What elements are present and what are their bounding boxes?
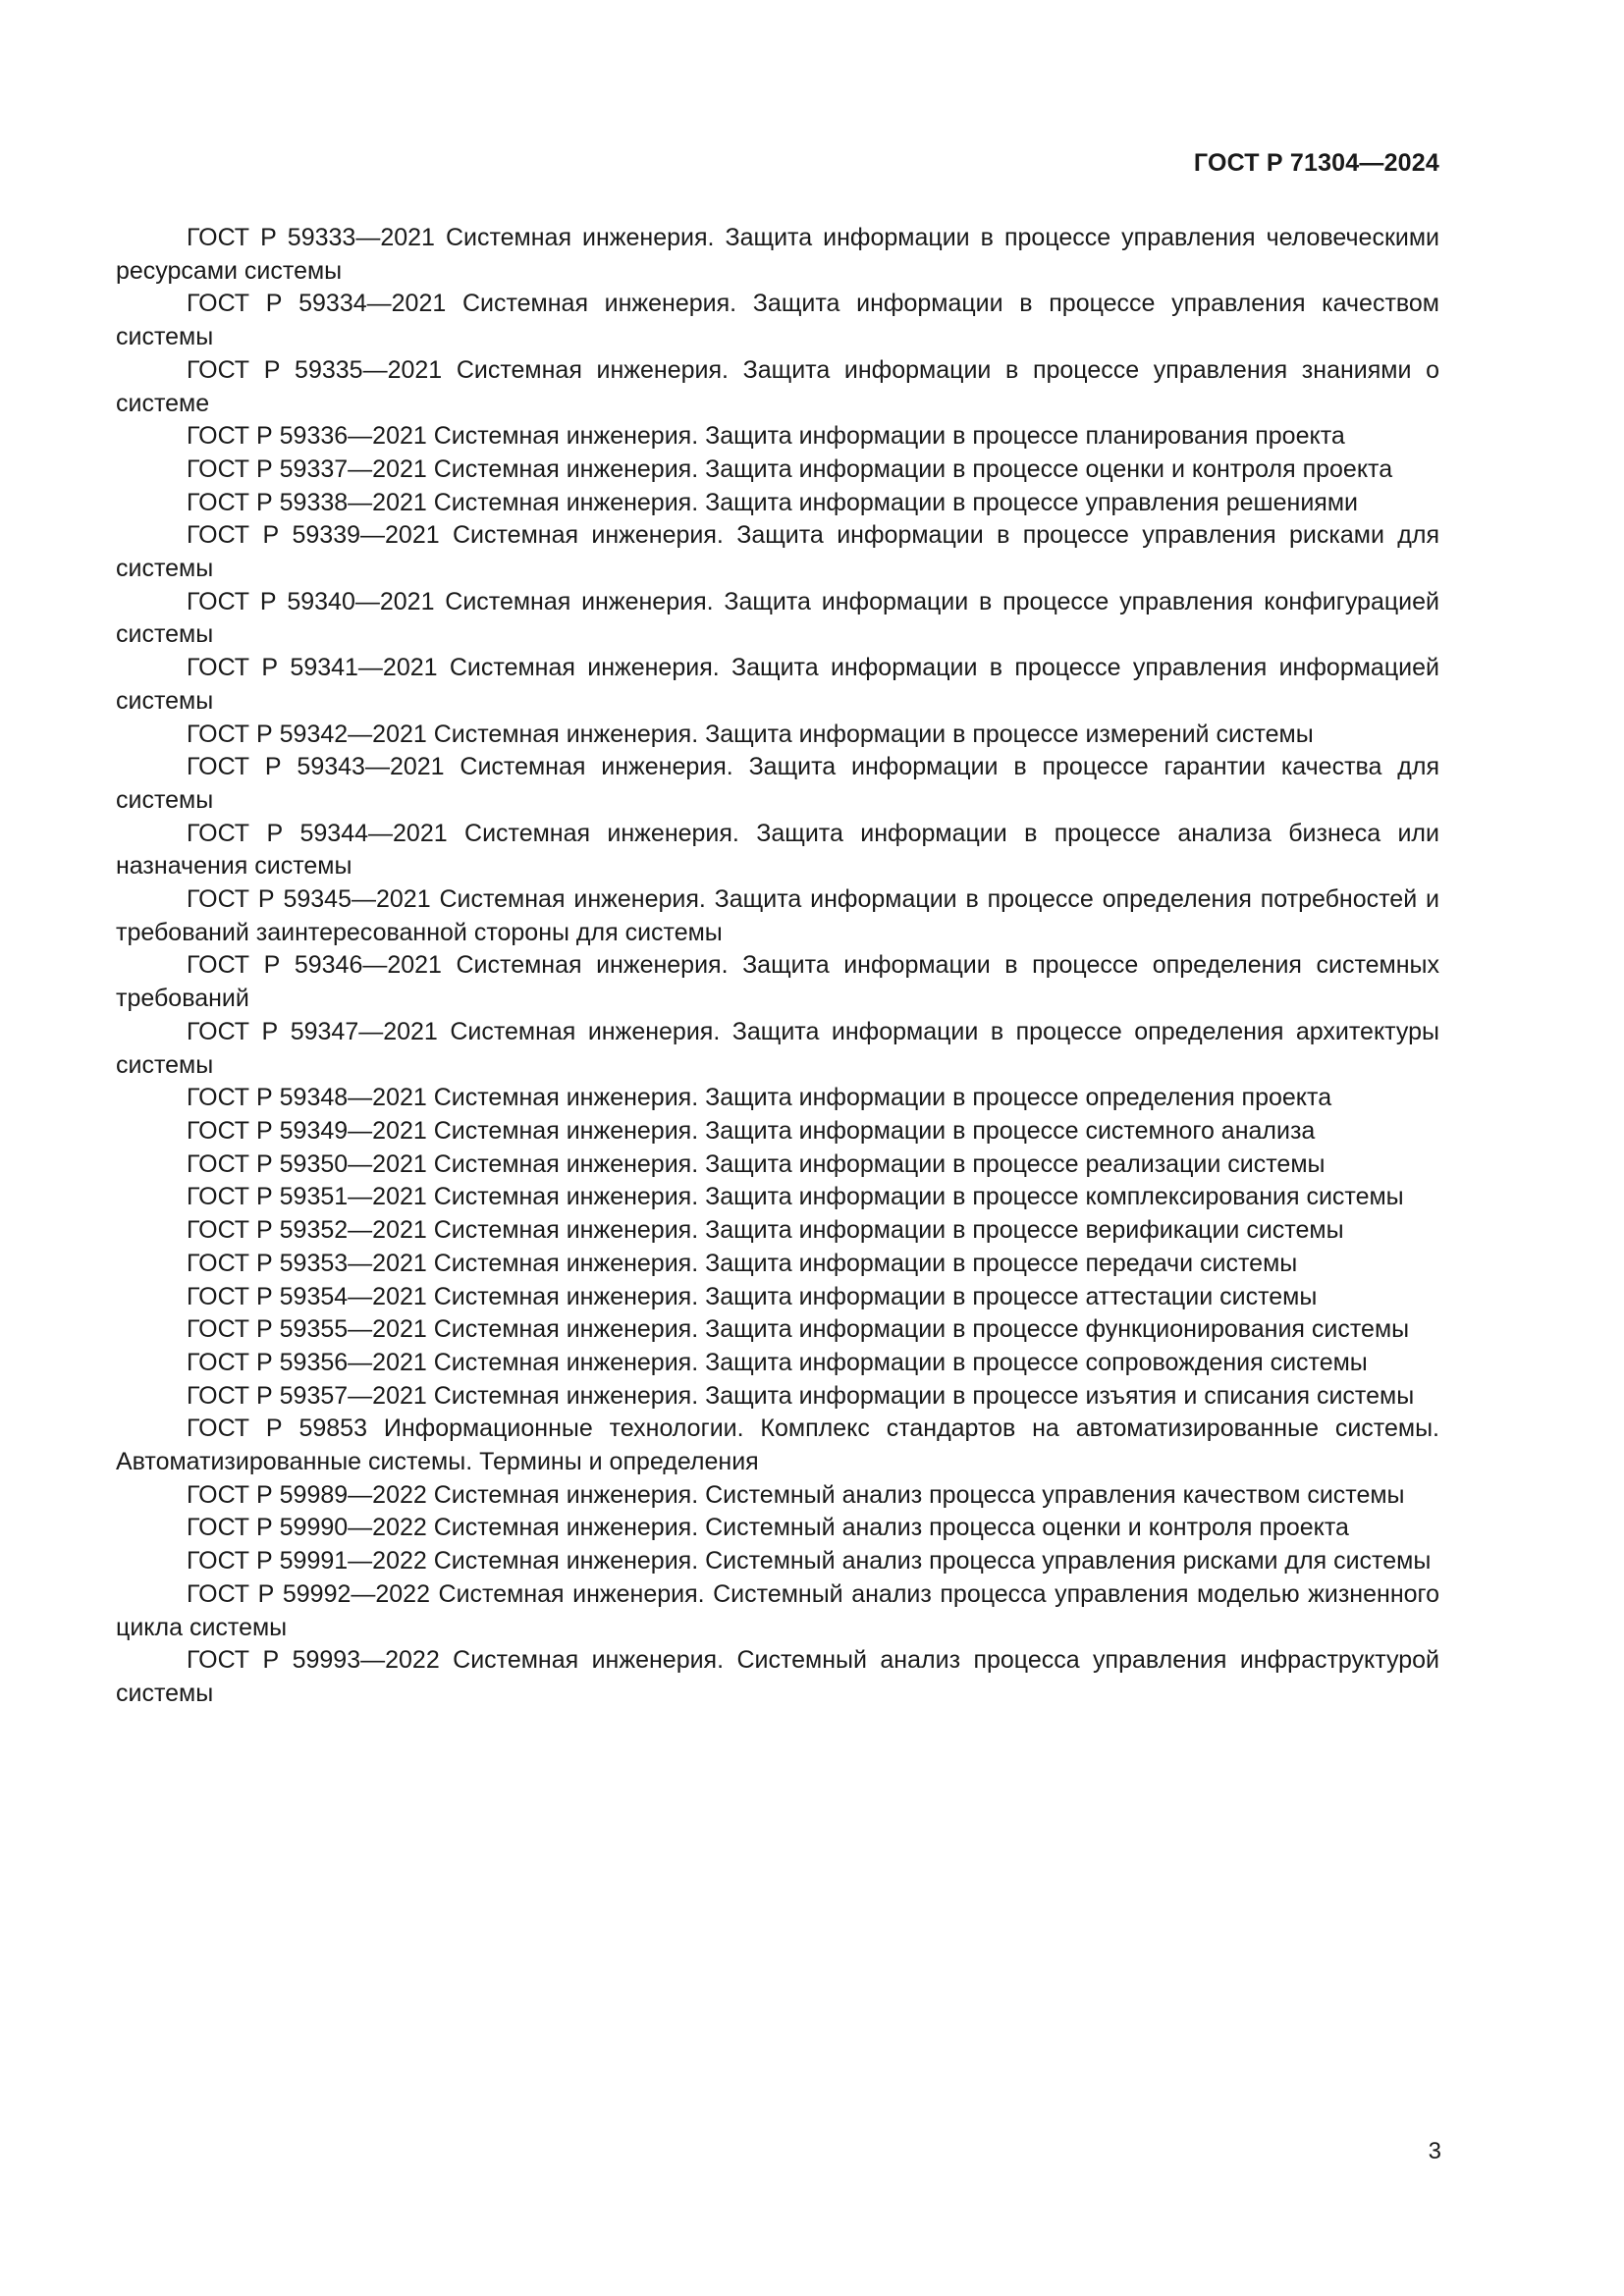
reference-item: ГОСТ Р 59352—2021 Системная инженерия. Защита информации в процессе верификации системы: [187, 1216, 1344, 1245]
reference-item: ГОСТ Р 59336—2021 Системная инженерия. Защита информации в процессе планирования проекта: [187, 422, 1345, 451]
reference-item: ГОСТ Р 59344—2021 Системная инженерия. Защита информации в процессе анализа бизнеса или назначения системы: [116, 819, 1439, 881]
reference-item: ГОСТ Р 59349—2021 Системная инженерия. Защита информации в процессе системного анализа: [187, 1116, 1316, 1145]
reference-item: ГОСТ Р 59853 Информационные технологии. Комплекс стандартов на автоматизированные системы. Автоматизированные системы. Термины и определения: [116, 1415, 1439, 1476]
reference-item: ГОСТ Р 59343—2021 Системная инженерия. Защита информации в процессе гарантии качества для системы: [116, 753, 1439, 814]
reference-item: ГОСТ Р 59346—2021 Системная инженерия. Защита информации в процессе определения системных требований: [116, 951, 1439, 1013]
reference-item: ГОСТ Р 59341—2021 Системная инженерия. Защита информации в процессе управления информацией системы: [116, 654, 1439, 715]
reference-item: ГОСТ Р 59992—2022 Системная инженерия. Системный анализ процесса управления моделью жизненного цикла системы: [116, 1579, 1439, 1641]
reference-item: ГОСТ Р 59334—2021 Системная инженерия. Защита информации в процессе управления качеством системы: [116, 290, 1439, 351]
reference-item: ГОСТ Р 59348—2021 Системная инженерия. Защита информации в процессе определения проекта: [187, 1084, 1332, 1112]
reference-item: ГОСТ Р 59991—2022 Системная инженерия. Системный анализ процесса управления рисками для системы: [187, 1547, 1432, 1575]
reference-item: ГОСТ Р 59338—2021 Системная инженерия. Защита информации в процессе управления решениями: [187, 488, 1358, 516]
reference-item: ГОСТ Р 59335—2021 Системная инженерия. Защита информации в процессе управления знаниями о системе: [116, 355, 1439, 417]
reference-item: ГОСТ Р 59340—2021 Системная инженерия. Защита информации в процессе управления конфигурацией системы: [116, 587, 1439, 649]
reference-item: ГОСТ Р 59357—2021 Системная инженерия. Защита информации в процессе изъятия и списания системы: [187, 1381, 1415, 1410]
page-number: 3: [1428, 2138, 1441, 2164]
reference-item: ГОСТ Р 59990—2022 Системная инженерия. Системный анализ процесса оценки и контроля проекта: [187, 1514, 1349, 1542]
reference-item: ГОСТ Р 59993—2022 Системная инженерия. Системный анализ процесса управления инфраструктурой системы: [116, 1646, 1439, 1707]
reference-item: ГОСТ Р 59347—2021 Системная инженерия. Защита информации в процессе определения архитектуры системы: [116, 1017, 1439, 1079]
normative-references-list: [116, 222, 1439, 1711]
reference-item: ГОСТ Р 59356—2021 Системная инженерия. Защита информации в процессе сопровождения системы: [187, 1348, 1368, 1376]
reference-item: ГОСТ Р 59351—2021 Системная инженерия. Защита информации в процессе комплексирования системы: [187, 1183, 1404, 1211]
reference-item: ГОСТ Р 59342—2021 Системная инженерия. Защита информации в процессе измерений системы: [187, 720, 1314, 748]
reference-item: ГОСТ Р 59989—2022 Системная инженерия. Системный анализ процесса управления качеством системы: [187, 1480, 1405, 1509]
reference-item: ГОСТ Р 59339—2021 Системная инженерия. Защита информации в процессе управления рисками для системы: [116, 521, 1439, 583]
reference-item: ГОСТ Р 59353—2021 Системная инженерия. Защита информации в процессе передачи системы: [187, 1249, 1298, 1277]
reference-item: ГОСТ Р 59337—2021 Системная инженерия. Защита информации в процессе оценки и контроля проекта: [187, 454, 1393, 483]
reference-item: ГОСТ Р 59354—2021 Системная инженерия. Защита информации в процессе аттестации системы: [187, 1282, 1318, 1310]
document-designation: ГОСТ Р 71304—2024: [1193, 149, 1439, 177]
reference-item: ГОСТ Р 59333—2021 Системная инженерия. Защита информации в процессе управления человеческими ресурсами системы: [116, 224, 1439, 285]
reference-item: ГОСТ Р 59355—2021 Системная инженерия. Защита информации в процессе функционирования системы: [187, 1315, 1410, 1344]
reference-item: ГОСТ Р 59350—2021 Системная инженерия. Защита информации в процессе реализации системы: [187, 1149, 1326, 1178]
reference-item: ГОСТ Р 59345—2021 Системная инженерия. Защита информации в процессе определения потребностей и требований заинтересованной стороны для системы: [116, 885, 1439, 946]
